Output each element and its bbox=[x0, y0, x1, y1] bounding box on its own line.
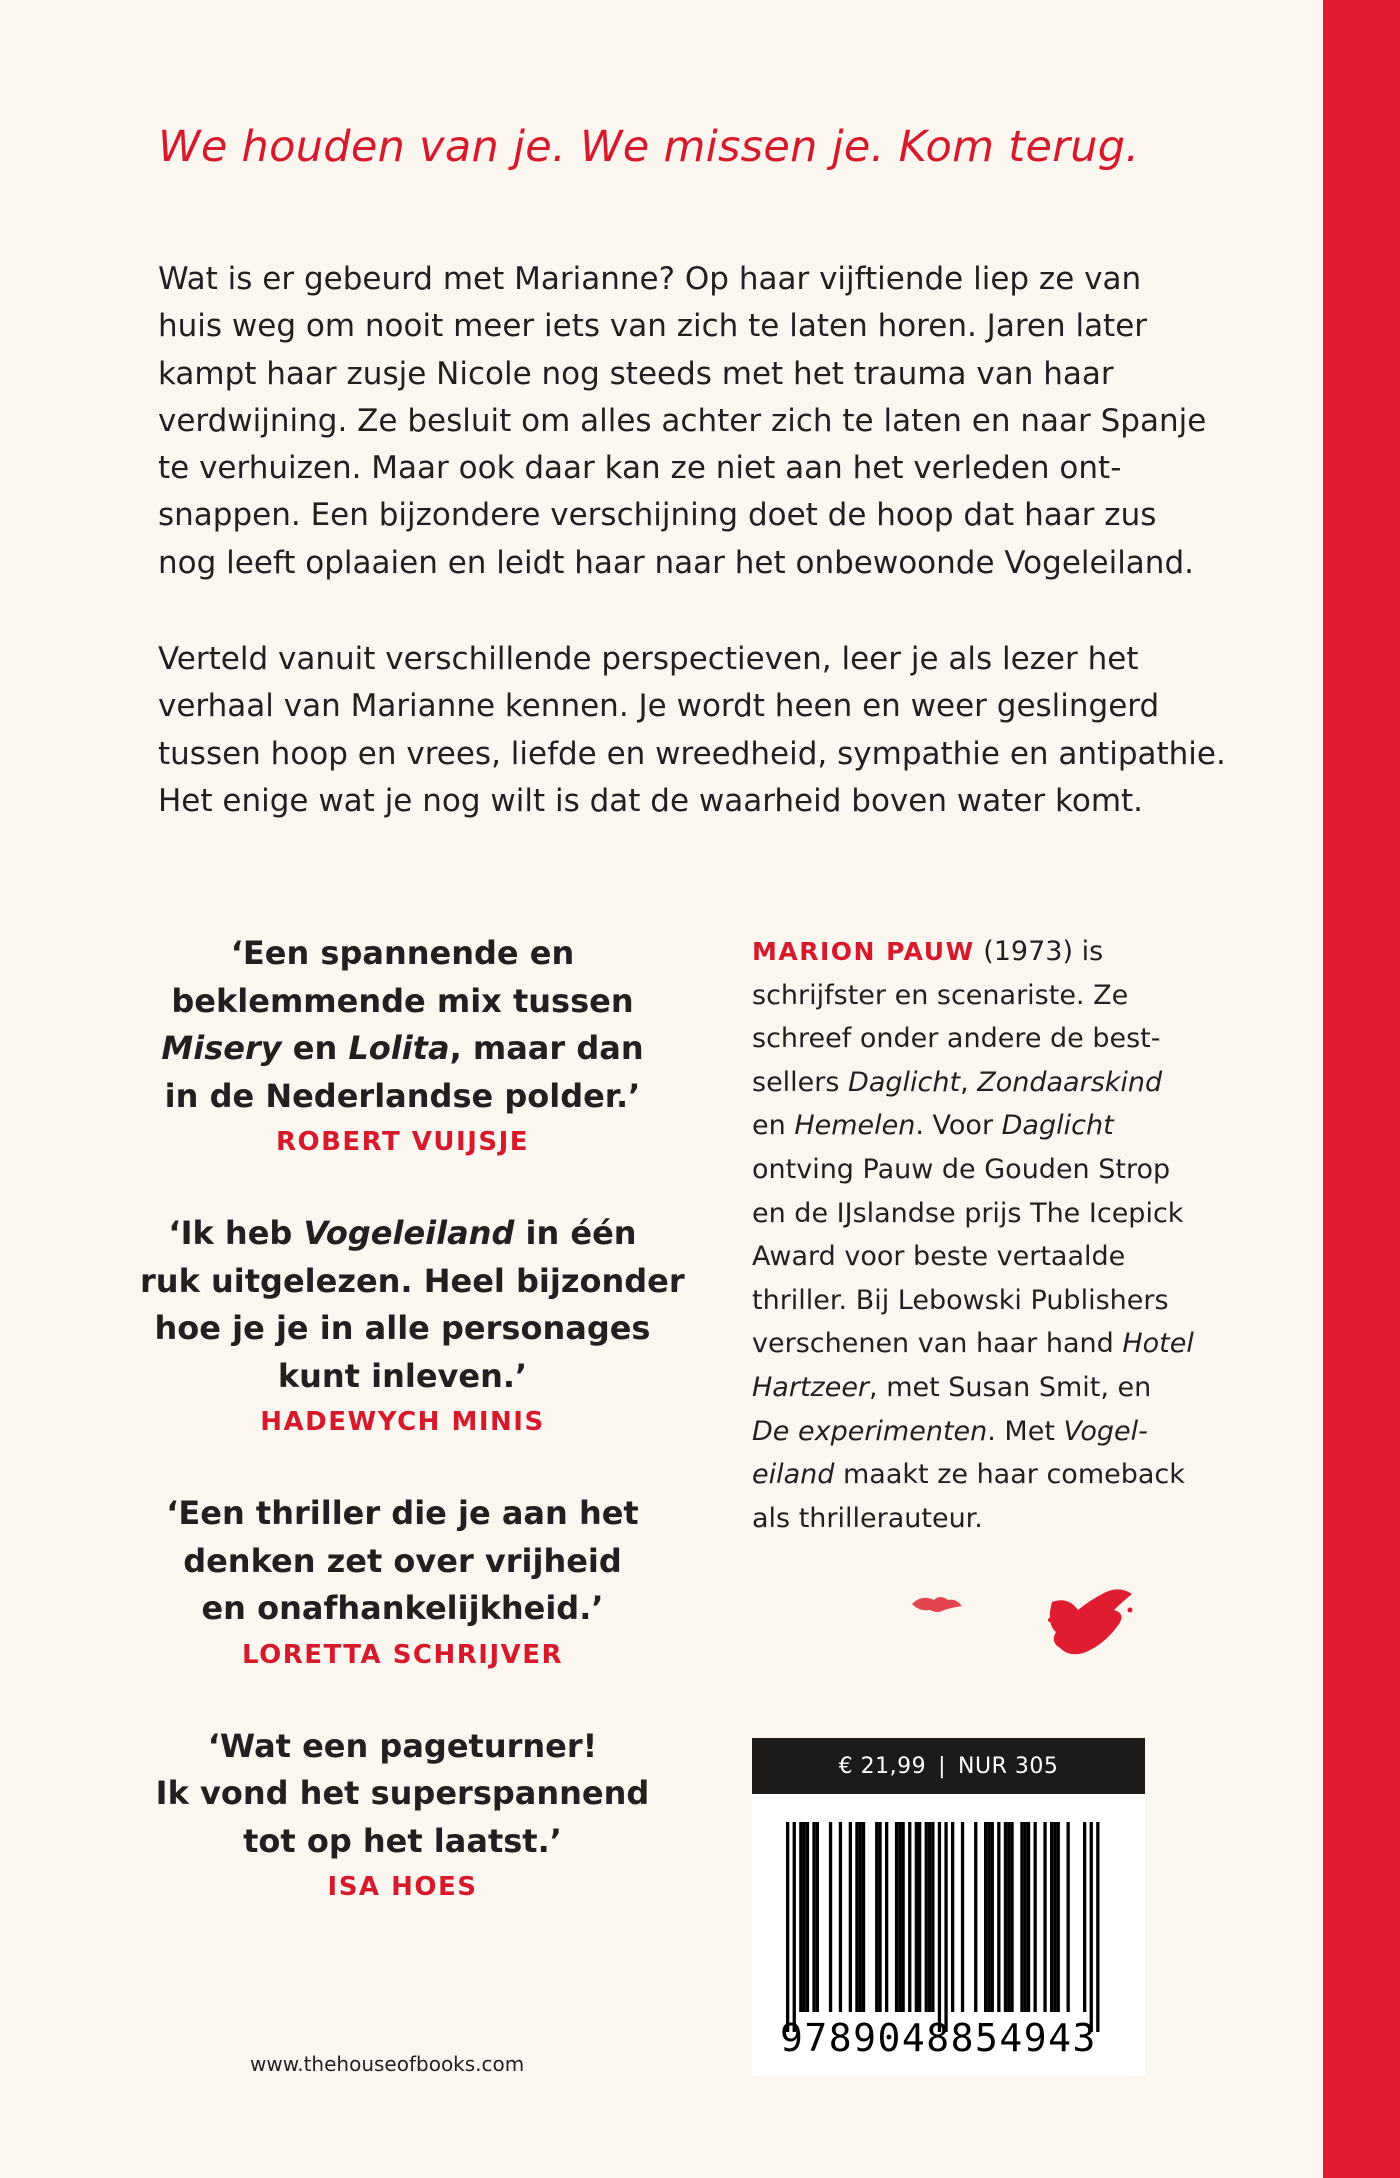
quote-author: HADEWYCH MINIS bbox=[260, 1407, 545, 1437]
quote-line: tot op het laatst.’ bbox=[243, 1821, 562, 1860]
quote-fragment: in één bbox=[514, 1214, 637, 1252]
blurb-line: verhaal van Marianne kennen. Je wordt heen en weer geslingerd bbox=[158, 688, 1160, 725]
barcode-bar bbox=[944, 1822, 947, 2032]
quote-line bbox=[140, 1025, 665, 1073]
bio-line: thriller. Bij Lebowski Publishers bbox=[752, 1284, 1169, 1316]
book-title-italic: eiland bbox=[752, 1459, 835, 1491]
barcode-bar bbox=[974, 1822, 977, 2012]
quote-line: en onafhankelijkheid.’ bbox=[201, 1589, 604, 1627]
blurb-paragraph-2 bbox=[158, 636, 1268, 825]
barcode-bar bbox=[1057, 1822, 1060, 2012]
bio-fragment: maakt ze haar comeback bbox=[834, 1459, 1185, 1491]
barcode-bar bbox=[1043, 1822, 1046, 2012]
review-quote bbox=[140, 1490, 665, 1673]
barcode-bar bbox=[984, 1822, 987, 2012]
bio-fragment: , bbox=[960, 1066, 978, 1098]
barcode-bar bbox=[902, 1822, 905, 2012]
book-title-italic: Daglicht bbox=[1001, 1110, 1114, 1142]
book-title-italic: Hemelen bbox=[794, 1110, 916, 1142]
bio-fragment: . Met bbox=[987, 1415, 1064, 1447]
barcode-bar bbox=[812, 1822, 815, 2012]
book-title-italic: Lolita bbox=[348, 1029, 450, 1067]
quote-author: ISA HOES bbox=[327, 1872, 478, 1902]
barcode-bar bbox=[1007, 1822, 1010, 2012]
bio-line bbox=[752, 1453, 1222, 1497]
barcode-bar bbox=[931, 1822, 934, 2012]
quote-author: ROBERT VUIJSJE bbox=[275, 1127, 530, 1157]
barcode-bar bbox=[793, 1822, 796, 2032]
barcode-bar bbox=[1024, 1822, 1027, 2012]
quote-text bbox=[140, 1723, 665, 1866]
bio-line bbox=[752, 1104, 1222, 1148]
bird-stamp-icon bbox=[900, 1580, 1180, 1680]
blurb-line: Verteld vanuit verschillende perspectieven, leer je als lezer het bbox=[158, 641, 1139, 677]
quote-line: in de Nederlandse polder.’ bbox=[164, 1076, 641, 1115]
barcode-bar bbox=[898, 1822, 901, 2012]
barcode-bar bbox=[997, 1822, 1000, 2012]
price-separator: | bbox=[938, 1753, 947, 1779]
blurb-line: Het enige wat je nog wilt is dat de waarheid boven water komt. bbox=[158, 782, 1144, 819]
barcode-bar bbox=[829, 1822, 832, 2012]
barcode-bar bbox=[951, 1822, 954, 2012]
isbn-number: 9789048854943 bbox=[780, 2016, 1097, 2060]
barcode-bar bbox=[1053, 1822, 1056, 2012]
barcode-bar bbox=[1020, 1822, 1023, 2012]
blurb-line: nog leeft oplaaien en leidt haar naar het onbewoonde Vogeleiland. bbox=[158, 544, 1194, 581]
bio-fragment: en bbox=[752, 1110, 795, 1142]
bio-line: schrijfster en scenariste. Ze bbox=[752, 979, 1129, 1011]
barcode bbox=[752, 1794, 1145, 2076]
spine-red-band bbox=[1323, 0, 1400, 2178]
barcode-bar bbox=[895, 1822, 898, 2012]
blurb-paragraph-1 bbox=[158, 256, 1268, 587]
book-title-italic: Daglicht bbox=[848, 1066, 961, 1098]
barcode-bar bbox=[875, 1822, 878, 2012]
quote-line: ‘Wat een pageturner! bbox=[207, 1726, 598, 1765]
quote-text bbox=[140, 930, 665, 1120]
blurb-line: kampt haar zusje Nicole nog steeds met het trauma van haar bbox=[158, 355, 1114, 392]
barcode-bar bbox=[803, 1822, 806, 2012]
barcode-bar bbox=[839, 1822, 842, 2012]
barcode-bar bbox=[1050, 1822, 1053, 2012]
barcode-bar bbox=[925, 1822, 928, 2012]
review-quotes bbox=[140, 930, 685, 1955]
bio-fragment: , met Susan Smit, en bbox=[869, 1371, 1152, 1403]
book-title-italic: Hotel bbox=[1122, 1328, 1194, 1360]
bio-line bbox=[752, 1366, 1222, 1410]
bio-line: Award voor beste vertaalde bbox=[752, 1241, 1126, 1273]
quote-fragment: en bbox=[281, 1029, 349, 1067]
quote-line: hoe je je in alle personages bbox=[154, 1309, 651, 1347]
quote-line: kunt inleven.’ bbox=[277, 1356, 528, 1395]
blurb-line: te verhuizen. Maar ook daar kan ze niet aan het verleden ont- bbox=[158, 450, 1122, 487]
quote-line: ‘Een spannende en bbox=[230, 934, 575, 972]
blurb-line: Wat is er gebeurd met Marianne? Op haar vijftiende liep ze van bbox=[158, 261, 1142, 297]
publisher-website: www.thehouseofbooks.com bbox=[250, 2052, 525, 2076]
barcode-bar bbox=[1034, 1822, 1037, 2012]
barcode-bar bbox=[1027, 1822, 1030, 2012]
blurb-line: verdwijning. Ze besluit om alles achter zich te laten en naar Spanje bbox=[158, 402, 1207, 439]
quote-fragment: , maar dan bbox=[449, 1029, 644, 1067]
blurb-line: tussen hoop en vrees, liefde en wreedheid, sympathie en antipathie. bbox=[158, 735, 1226, 772]
price: € 21,99 bbox=[838, 1753, 927, 1779]
quote-line: ruk uitgelezen. Heel bijzonder bbox=[140, 1261, 685, 1300]
barcode-bar bbox=[908, 1822, 911, 2012]
bio-fragment: sellers bbox=[752, 1066, 849, 1098]
bio-line bbox=[752, 1322, 1222, 1366]
barcode-bar bbox=[1010, 1822, 1013, 2012]
bio-line bbox=[752, 1061, 1222, 1105]
barcode-bar bbox=[938, 1822, 941, 2032]
bio-line: als thrillerauteur. bbox=[752, 1502, 983, 1534]
barcode-bar bbox=[885, 1822, 888, 2012]
barcode-bar bbox=[991, 1822, 994, 2012]
quote-line: ‘Een thriller die je aan het bbox=[166, 1494, 639, 1532]
nur-code: NUR 305 bbox=[958, 1753, 1059, 1779]
book-title-italic: Zondaarskind bbox=[977, 1066, 1163, 1098]
barcode-bar bbox=[816, 1822, 819, 2012]
quote-line: beklemmende mix tussen bbox=[171, 981, 634, 1020]
bio-line: ontving Pauw de Gouden Strop bbox=[752, 1153, 1171, 1185]
barcode-bar bbox=[1004, 1822, 1007, 2012]
barcode-bar bbox=[987, 1822, 990, 2012]
author-bio bbox=[752, 930, 1222, 1540]
quote-text bbox=[140, 1490, 665, 1633]
blurb-line: huis weg om nooit meer iets van zich te laten horen. Jaren later bbox=[158, 308, 1148, 345]
review-quote bbox=[140, 1723, 665, 1906]
barcode-bar bbox=[1096, 1822, 1099, 2032]
barcode-bar bbox=[786, 1822, 789, 2032]
bio-line bbox=[752, 930, 1222, 974]
author-name: MARION PAUW bbox=[752, 937, 975, 966]
barcode-bar bbox=[859, 1822, 862, 2012]
barcode-bar bbox=[799, 1822, 802, 2012]
bio-fragment: (1973) is bbox=[974, 936, 1104, 967]
barcode-bar bbox=[918, 1822, 921, 2012]
bio-line: schreef onder andere de best- bbox=[752, 1023, 1161, 1055]
barcode-bar bbox=[928, 1822, 931, 2012]
quote-author: LORETTA SCHRIJVER bbox=[241, 1639, 564, 1670]
barcode-bar bbox=[961, 1822, 964, 2012]
barcode-bar bbox=[1083, 1822, 1086, 2012]
barcode-bar bbox=[862, 1822, 865, 2012]
quote-line bbox=[140, 1210, 665, 1258]
review-quote bbox=[140, 1210, 685, 1440]
blurb-line: snappen. Een bijzondere verschijning doet de hoop dat haar zus bbox=[158, 497, 1157, 534]
bio-line bbox=[752, 1410, 1222, 1454]
barcode-bar bbox=[855, 1822, 858, 2012]
quote-text bbox=[140, 1210, 685, 1400]
book-title-italic: Hartzeer bbox=[752, 1371, 870, 1403]
barcode-bar bbox=[878, 1822, 881, 2012]
book-title-italic: Vogeleiland bbox=[303, 1214, 515, 1252]
quote-line: denken zet over vrijheid bbox=[183, 1541, 622, 1580]
quote-line: Ik vond het superspannend bbox=[155, 1774, 650, 1812]
book-title-italic: Vogel- bbox=[1063, 1415, 1148, 1447]
barcode-bar bbox=[1067, 1822, 1070, 2012]
review-quote bbox=[140, 930, 665, 1160]
barcode-bar bbox=[1090, 1822, 1093, 2032]
barcode-bar bbox=[806, 1822, 809, 2012]
book-title-italic: Misery bbox=[161, 1029, 282, 1067]
bio-line: en de IJslandse prijs The Icepick bbox=[752, 1197, 1184, 1229]
book-title-italic: De experimenten bbox=[752, 1415, 988, 1447]
barcode-bar bbox=[915, 1822, 918, 2012]
bio-fragment: . Voor bbox=[915, 1110, 1002, 1142]
quote-fragment: ‘Ik heb bbox=[168, 1214, 304, 1252]
bio-fragment: verschenen van haar hand bbox=[752, 1328, 1123, 1360]
tagline: We houden van je. We missen je. Kom terug. bbox=[158, 122, 1140, 172]
barcode-bar bbox=[849, 1822, 852, 2012]
price-bar bbox=[752, 1738, 1145, 1794]
